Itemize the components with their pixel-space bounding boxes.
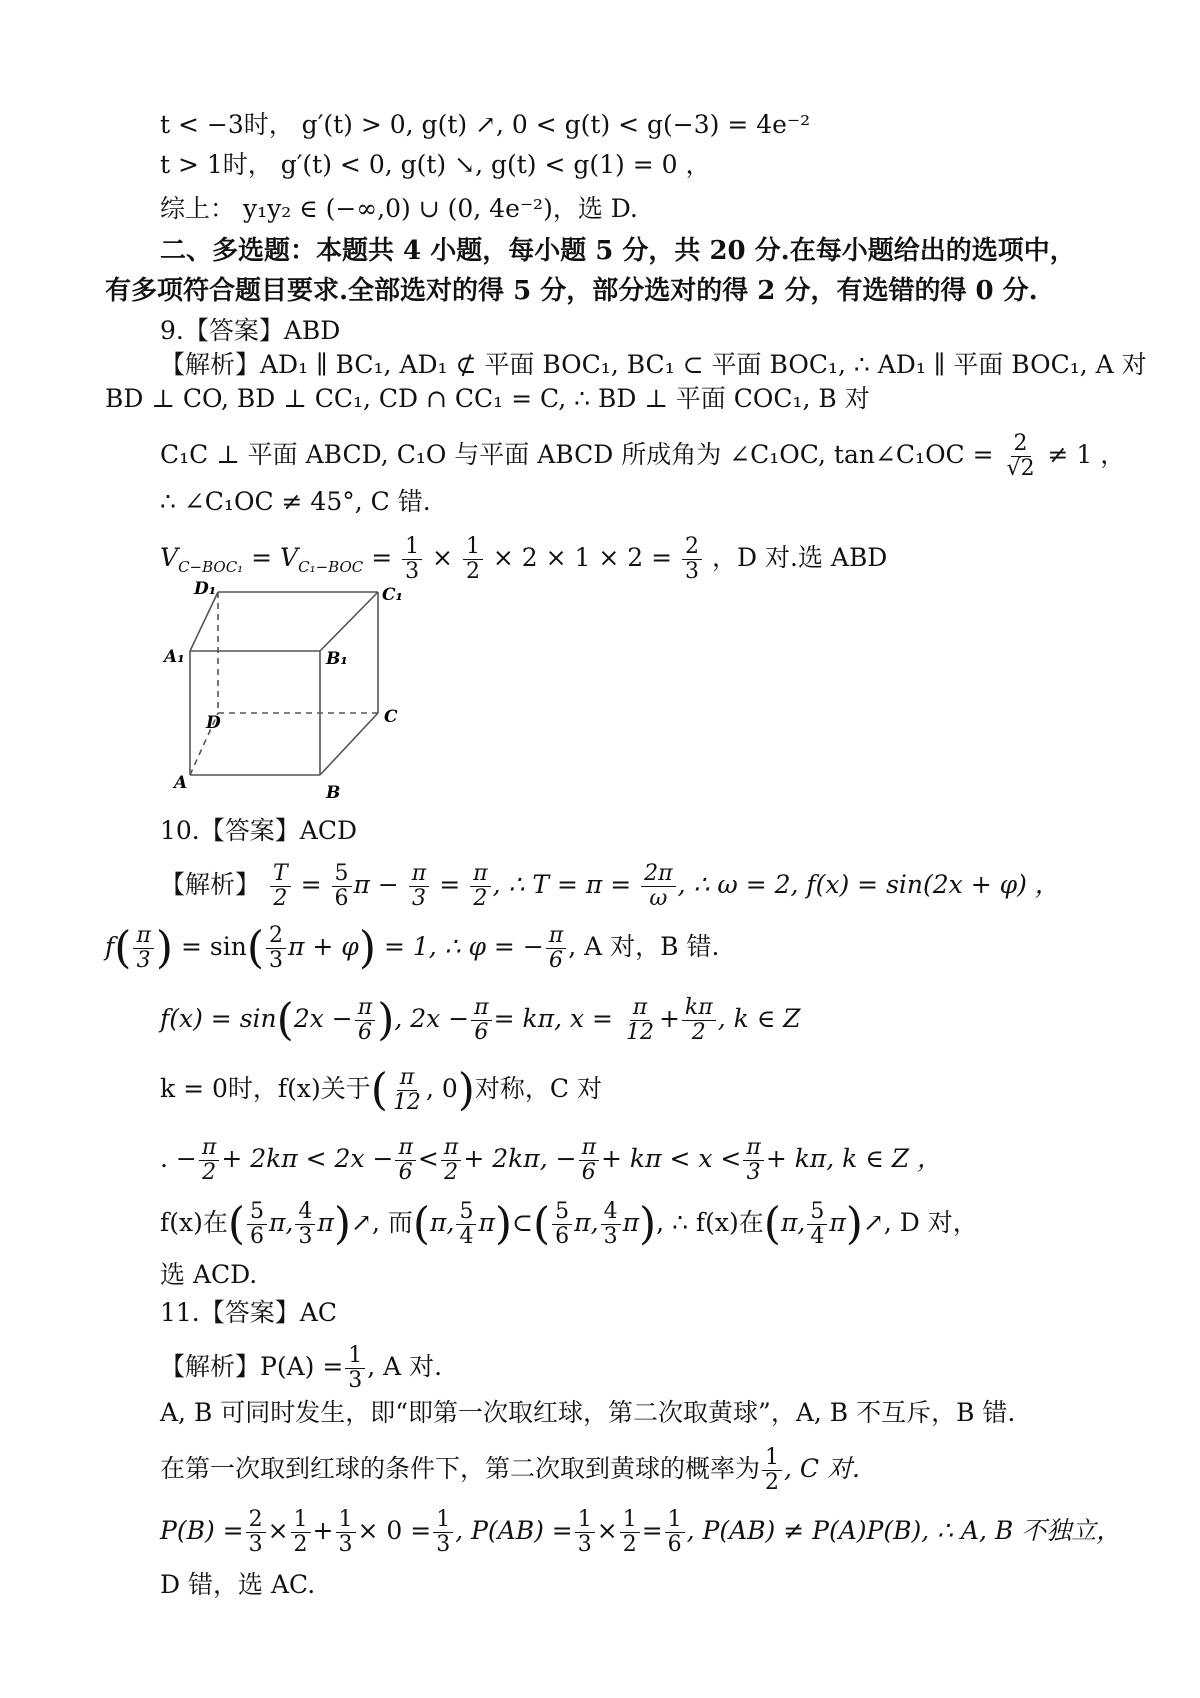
cube-label-b: B	[326, 783, 341, 803]
cube-label-a: A	[174, 773, 188, 793]
q10-analysis-5: . − $\frac{\pi}{2}$ + 2kπ < 2x − $\frac{\pi}{6}$ < $\frac{\pi}{2}$ + 2kπ, − $\frac{\pi}{6}$ + kπ < x < $\frac{\pi}{3}$ + kπ, k ∈ Z ，	[160, 1135, 943, 1185]
q11-analysis-3: 在第一次取到红球的条件下，第二次取到黄球的概率为 $\frac{1}{2}$ , C 对.	[160, 1445, 860, 1495]
cube-diagram	[160, 578, 403, 808]
q9-analysis-1: 【解析】AD₁ ∥ BC₁, AD₁ ⊄ 平面 BOC₁, BC₁ ⊂ 平面 BOC₁, ∴ AD₁ ∥ 平面 BOC₁, A 对	[160, 350, 1147, 379]
q9-analysis-3	[160, 432, 1125, 481]
q11-analysis-4: P(B) = $\frac{2}{3}$ × $\frac{1}{2}$ + $\frac{1}{3}$ × 0 = $\frac{1}{3}$ , P(AB) = $\frac{1}{3}$ × $\frac{1}{2}$ = $\frac{1}{6}$ , P(AB) ≠ P(A)P(B), ∴ A, B 不独立，	[160, 1507, 1122, 1557]
cube-label-c: C	[384, 707, 398, 727]
q9-text-3a: C₁C ⊥ 平面 ABCD, C₁O 与平面 ABCD 所成角为 ∠C₁OC, tan∠C₁OC =	[160, 440, 994, 469]
cube-label-c1: C₁	[382, 585, 403, 605]
q9-answer: 9.【答案】ABD	[160, 316, 341, 345]
frac-2-3: $\frac{2}{3}$	[682, 535, 702, 584]
q10-analysis-6: f(x)在( $\frac{5}{6}$ π, $\frac{4}{3}$ π)↗, 而(π, $\frac{5}{4}$ π)⊂( $\frac{5}{6}$ π, $\frac{4}{3}$ π), ∴ f(x)在(π, $\frac{5}{4}$ π)↗, D 对，	[160, 1198, 978, 1250]
q11-answer: 11.【答案】AC	[160, 1298, 337, 1327]
cube-label-d: D	[206, 713, 221, 733]
line-1: t < −3时， g′(t) > 0, g(t) ↗, 0 < g(t) < g(−3) = 4e⁻²	[160, 110, 811, 139]
section-heading-1: 二、多选题：本题共 4 小题，每小题 5 分，共 20 分.在每小题给出的选项中，	[160, 236, 1076, 266]
q10-analysis-1: 【解析】 $\frac{T}{2}$ = $\frac{5}{6}$ π − $\frac{\pi}{3}$ = $\frac{\pi}{2}$ , ∴ T = π = $\frac{2\pi}{\omega}$ , ∴ ω = 2, f(x) = sin(2x + φ) ，	[160, 861, 1060, 911]
q9-analysis-2: BD ⊥ CO, BD ⊥ CC₁, CD ∩ CC₁ = C, ∴ BD ⊥ 平面 COC₁, B 对	[105, 384, 870, 413]
frac-1-3: $\frac{1}{3}$	[402, 535, 422, 584]
q10-conclusion: 选 ACD.	[160, 1260, 258, 1289]
q9-frac-tan: $\frac{2}{√2}$	[1006, 431, 1035, 481]
q9-analysis-4: ∴ ∠C₁OC ≠ 45°, C 错.	[160, 487, 431, 516]
q10-answer: 10.【答案】ACD	[160, 816, 357, 845]
line-3: 综上： y₁y₂ ∈ (−∞,0) ∪ (0, 4e⁻²)，选 D.	[160, 194, 638, 223]
cube-label-a1: A₁	[164, 647, 185, 667]
cube-label-b1: B₁	[326, 649, 348, 669]
section-heading-2: 有多项符合题目要求.全部选对的得 5 分，部分选对的得 2 分，有选错的得 0 分.	[105, 276, 1038, 306]
q11-conclusion: D 错，选 AC.	[160, 1570, 316, 1599]
q10-analysis-3: f(x) = sin(2x − $\frac{\pi}{6}$ ), 2x − $\frac{\pi}{6}$ = kπ, x = $\frac{\pi}{12}$ + $\frac{k\pi}{2}$ , k ∈ Z	[160, 994, 801, 1046]
q11-analysis-2: A, B 可同时发生，即“即第一次取红球，第二次取黄球”，A, B 不互斥，B 错.	[160, 1398, 1016, 1427]
q10-analysis-2: f( $\frac{\pi}{3}$ ) = sin( $\frac{2}{3}$ π + φ) = 1, ∴ φ = − $\frac{\pi}{6}$ , A 对，B 错.	[105, 922, 720, 974]
q11-analysis-1: 【解析】P(A) = $\frac{1}{3}$ , A 对.	[160, 1343, 443, 1393]
q9-text-3b: ≠ 1 ，	[1047, 440, 1126, 469]
frac-1-2: $\frac{1}{2}$	[463, 535, 483, 584]
cube-label-d1: D₁	[194, 579, 217, 599]
q9-analysis-5: $V_{C-BOC_1} = V_{C_1-BOC}$ = $\frac{1}{3}$ × $\frac{1}{2}$ × 2 × 1 × 2 = $\frac{2}{3}$ ，D 对.选 ABD	[160, 534, 888, 584]
q10-analysis-4: k = 0时，f(x)关于( $\frac{\pi}{12}$ , 0)对称，C 对	[160, 1064, 602, 1116]
line-2: t > 1时， g′(t) < 0, g(t) ↘, g(t) < g(1) = 0 ，	[160, 150, 711, 179]
